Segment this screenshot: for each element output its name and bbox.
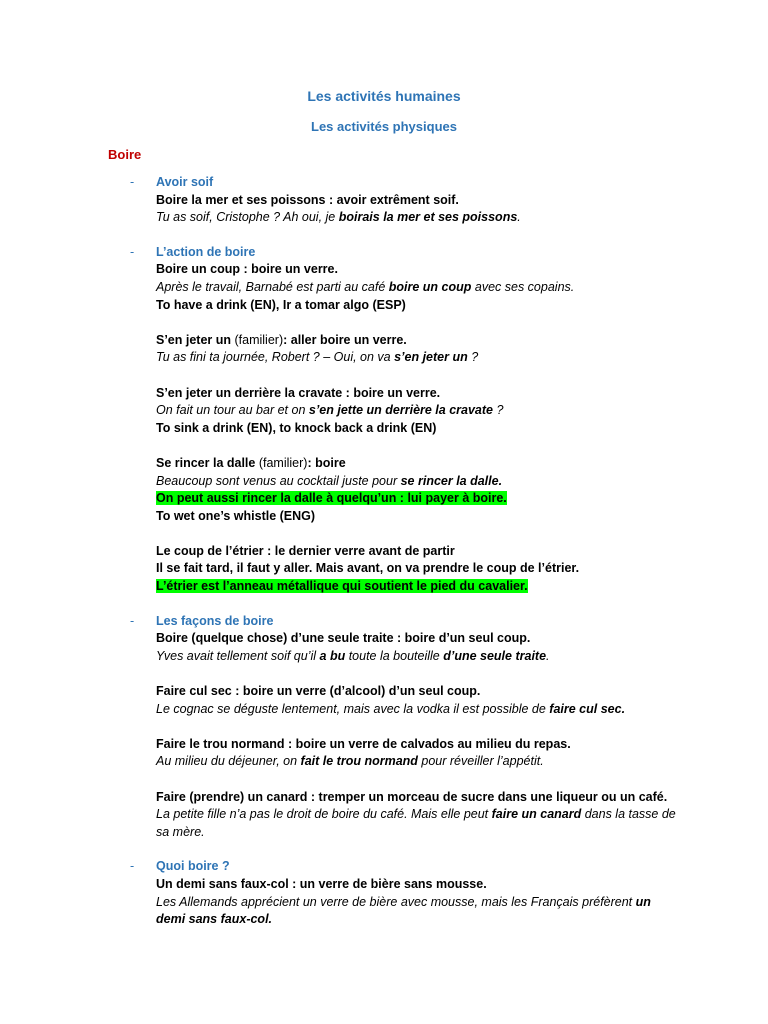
- text: Les Allemands apprécient un verre de bière avec mousse, mais les Français préfèrent: [156, 894, 636, 909]
- bold-text: To wet one’s whistle (ENG): [156, 508, 316, 523]
- bold-text: On peut aussi rincer la dalle à quelqu’un : lui payer à boire.: [156, 491, 507, 506]
- text: (familier): [255, 455, 308, 470]
- expression-entry: [156, 736, 676, 771]
- text: Le cognac se déguste lentement, mais avec la vodka il est possible de: [156, 701, 550, 716]
- bold-text: s’en jeter un: [394, 350, 468, 365]
- text: ?: [493, 403, 504, 418]
- bold-text: un demi sans faux-col.: [156, 894, 651, 927]
- expression-entry: [156, 332, 676, 367]
- definition-line: [156, 192, 676, 210]
- bold-text: Se rincer la dalle: [156, 455, 256, 470]
- group-title: Les façons de boire: [156, 613, 274, 628]
- text: (familier): [231, 332, 284, 347]
- expression-entry: [156, 192, 676, 227]
- list-bullet: -: [130, 859, 135, 874]
- highlighted-note: [156, 579, 528, 593]
- definition-line: [156, 332, 676, 350]
- definition-line: [156, 261, 676, 279]
- list-bullet: -: [130, 613, 135, 628]
- example-sentence: [156, 279, 676, 297]
- definition-line: [156, 789, 676, 807]
- bold-text: Boire (quelque chose) d’une seule traite : boire d’un seul coup.: [156, 631, 531, 646]
- bold-text: a bu: [319, 648, 346, 663]
- page-subtitle: Les activités physiques: [311, 119, 457, 134]
- highlighted-note: [156, 491, 507, 505]
- definition-line: [156, 683, 676, 701]
- definition-line: [156, 560, 676, 578]
- expression-group: [0, 244, 768, 596]
- example-sentence: [156, 402, 676, 420]
- example-sentence: [156, 349, 676, 367]
- text: dans la tasse de sa mère.: [156, 807, 676, 839]
- bold-text: S’en jeter un derrière la cravate : boire un verre.: [156, 385, 441, 400]
- expression-group: [0, 613, 768, 842]
- definition-line: [156, 543, 676, 561]
- definition-line: [156, 578, 676, 596]
- bold-text: d’une seule traite: [443, 648, 547, 663]
- text: Tu as fini ta journée, Robert ? – Oui, on va: [156, 350, 395, 365]
- expression-entry: [156, 789, 676, 842]
- bold-text: Faire le trou normand : boire un verre de calvados au milieu du repas.: [156, 736, 571, 751]
- bold-text: S’en jeter un: [156, 332, 232, 347]
- list-bullet: -: [130, 244, 135, 259]
- definition-line: [156, 455, 676, 473]
- bold-text: Faire (prendre) un canard : tremper un morceau de sucre dans une liqueur ou un café.: [156, 789, 668, 804]
- list-bullet: -: [130, 175, 135, 189]
- text: toute la bouteille: [345, 648, 444, 663]
- bold-text: Boire un coup : boire un verre.: [156, 262, 338, 277]
- bold-text: : aller boire un verre.: [283, 332, 407, 347]
- expression-group: [0, 174, 768, 227]
- expression-entry: [156, 261, 676, 314]
- expression-entry: [156, 455, 676, 525]
- text: Tu as soif, Cristophe ? Ah oui, je: [156, 210, 339, 225]
- bold-text: faire un canard: [491, 807, 582, 822]
- group-title: Quoi boire ?: [156, 859, 230, 874]
- definition-line: [156, 630, 676, 648]
- expression-entry: [156, 543, 676, 596]
- definition-line: [156, 876, 676, 894]
- bold-text: boire un coup: [388, 279, 472, 294]
- bold-text: boirais la mer et ses poissons: [338, 210, 518, 225]
- definition-line: [156, 420, 676, 438]
- bold-text: Faire cul sec : boire un verre (d’alcool) d’un seul coup.: [156, 684, 481, 699]
- bold-text: Il se fait tard, il faut y aller. Mais avant, on va prendre le coup de l’étrier.: [156, 561, 580, 576]
- example-sentence: [156, 648, 676, 666]
- text: On fait un tour au bar et on: [156, 403, 309, 418]
- text: pour réveiller l’appétit.: [417, 754, 544, 769]
- bold-text: Un demi sans faux-col : un verre de bière sans mousse.: [156, 876, 487, 891]
- expression-entry: [156, 385, 676, 438]
- definition-line: [156, 297, 676, 315]
- expression-entry: [156, 630, 676, 665]
- text: ?: [467, 350, 479, 365]
- expression-entry: [156, 683, 676, 718]
- example-sentence: [156, 209, 676, 227]
- expression-group: [0, 858, 768, 928]
- example-sentence: [156, 806, 676, 841]
- bold-text: fait le trou normand: [300, 754, 418, 769]
- bold-text: faire cul sec.: [549, 701, 626, 716]
- text: La petite fille n’a pas le droit de boire du café. Mais elle peut: [156, 807, 492, 822]
- example-sentence: [156, 753, 676, 771]
- definition-line: [156, 385, 676, 403]
- bold-text: Boire la mer et ses poissons : avoir extrêment soif.: [156, 192, 459, 207]
- text: Yves avait tellement soif qu’il: [156, 648, 320, 663]
- text: Beaucoup sont venus au cocktail juste pour: [156, 473, 401, 488]
- text: .: [546, 648, 550, 663]
- bold-text: To sink a drink (EN), to knock back a drink (EN): [156, 420, 437, 435]
- bold-text: : boire: [307, 455, 346, 470]
- page-title: Les activités humaines: [307, 88, 461, 104]
- text: Au milieu du déjeuner, on: [156, 754, 301, 769]
- example-sentence: [156, 473, 676, 491]
- document-body: [0, 174, 768, 946]
- definition-line: [156, 490, 676, 508]
- group-title: Avoir soif: [156, 175, 214, 189]
- text: Après le travail, Barnabé est parti au café: [156, 279, 389, 294]
- bold-text: s’en jette un derrière la cravate: [308, 403, 493, 418]
- definition-line: [156, 508, 676, 526]
- text: avec ses copains.: [471, 279, 575, 294]
- definition-line: [156, 736, 676, 754]
- bold-text: Le coup de l’étrier : le dernier verre avant de partir: [156, 543, 455, 558]
- example-sentence: [156, 894, 676, 929]
- section-heading: Boire: [108, 147, 142, 162]
- bold-text: To have a drink (EN), Ir a tomar algo (ESP): [156, 297, 406, 312]
- example-sentence: [156, 701, 676, 719]
- text: .: [517, 210, 521, 225]
- group-title: L’action de boire: [156, 244, 256, 259]
- expression-entry: [156, 876, 676, 929]
- bold-text: L’étrier est l’anneau métallique qui soutient le pied du cavalier.: [156, 579, 528, 594]
- bold-text: se rincer la dalle.: [400, 473, 503, 488]
